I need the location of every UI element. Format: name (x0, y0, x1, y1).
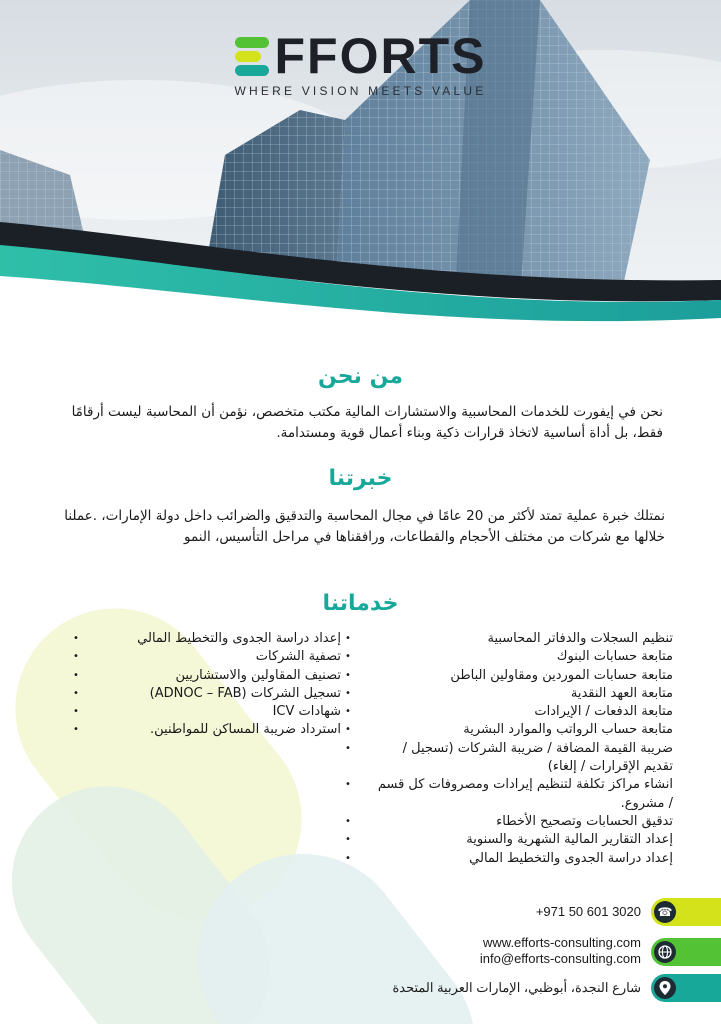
service-item (345, 850, 673, 868)
contact-website[interactable]: www.efforts-consulting.com (483, 935, 641, 950)
location-pin-icon (654, 977, 676, 999)
service-item (345, 776, 673, 813)
logo-name: FFORTS (274, 28, 487, 84)
logo-tagline: WHERE VISION MEETS VALUE (234, 84, 487, 98)
contact-address: شارع النجدة، أبوظبي، الإمارات العربية المتحدة (392, 980, 641, 995)
services-list-right (345, 630, 673, 868)
bullet-icon: • (345, 815, 351, 827)
service-text: متابعة حسابات الموردين ومقاولين الباطن (450, 667, 673, 683)
service-text: إعداد دراسة الجدوى والتخطيط المالي (469, 850, 673, 866)
contact-web-row (0, 935, 721, 969)
service-item (73, 685, 341, 703)
contact-pill (651, 938, 721, 966)
service-text: تصنيف المقاولين والاستشاريين (175, 667, 341, 683)
service-text: تصفية الشركات (255, 649, 341, 665)
logo-wordmark (0, 28, 721, 84)
service-item (345, 648, 673, 666)
bullet-icon: • (345, 779, 351, 791)
bullet-icon: • (345, 669, 351, 681)
contact-pill (651, 974, 721, 1002)
service-text: متابعة العهد النقدية (570, 685, 673, 701)
service-item (345, 831, 673, 849)
service-item (345, 740, 673, 777)
service-item (345, 667, 673, 685)
contact-phone[interactable]: +971 50 601 3020 (535, 904, 641, 919)
services-title: خدماتنا (322, 591, 399, 616)
phone-icon: ☎ (654, 901, 676, 923)
bullet-icon: • (73, 706, 79, 718)
bullet-icon: • (345, 633, 351, 644)
service-text: انشاء مراكز تكلفة لتنظيم إيرادات ومصروفات كل قسم / مشروع. (377, 777, 673, 811)
contact-email[interactable]: info@efforts-consulting.com (479, 951, 641, 966)
service-text: إعداد دراسة الجدوى والتخطيط المالي (137, 631, 341, 646)
contact-address-row (0, 974, 721, 1002)
bullet-icon: • (345, 687, 351, 699)
service-item (345, 813, 673, 831)
bullet-icon: • (345, 706, 351, 718)
service-item (73, 667, 341, 685)
service-item (73, 648, 341, 666)
service-text: استرداد ضريبة المساكن للمواطنين. (150, 722, 341, 738)
service-text: متابعة حساب الرواتب والموارد البشرية (463, 722, 673, 738)
service-text: شهادات ICV (272, 704, 341, 720)
bullet-icon: • (345, 852, 351, 864)
service-text: ضريبة القيمة المضافة / ضريبة الشركات (تسجيل / تقديم الإقرارات / إلغاء) (402, 740, 673, 775)
bullet-icon: • (73, 633, 79, 644)
service-item (345, 685, 673, 703)
bullet-icon: • (73, 687, 79, 699)
bullet-icon: • (73, 669, 79, 681)
bullet-icon: • (345, 651, 351, 663)
service-text: متابعة حسابات البنوك (556, 649, 673, 665)
service-item (345, 630, 673, 648)
service-text: متابعة الدفعات / الإيرادات (534, 704, 673, 720)
contact-phone-row (0, 898, 721, 926)
service-item (345, 721, 673, 739)
service-item (73, 703, 341, 721)
service-item (345, 703, 673, 721)
about-text: نحن في إيفورت للخدمات المحاسبية والاستشارات المالية مكتب متخصص، نؤمن أن المحاسبة ليست أرقامًا فقط، بل أداة أساسية لاتخاذ قرارات ذكية وبناء أعمال قوية ومستدامة. (71, 404, 663, 441)
service-text: تسجيل الشركات (ADNOC – FAB) (149, 685, 341, 701)
service-text: إعداد التقارير المالية الشهرية والسنوية (466, 832, 673, 848)
bullet-icon: • (73, 651, 79, 663)
about-title: من نحن (318, 364, 403, 389)
bullet-icon: • (345, 834, 351, 846)
logo (0, 28, 721, 98)
service-item (73, 721, 341, 739)
contact-pill (651, 898, 721, 926)
services-list-left (73, 630, 341, 740)
bullet-icon: • (73, 724, 79, 736)
experience-title: خبرتنا (328, 466, 393, 491)
service-text: تدقيق الحسابات وتصحيح الأخطاء (496, 813, 673, 829)
globe-icon (654, 941, 676, 963)
logo-e-icon (235, 35, 271, 77)
service-text: تنظيم السجلات والدفاتر المحاسبية (487, 631, 673, 646)
service-item (73, 630, 341, 648)
bullet-icon: • (345, 724, 351, 736)
experience-text: نمتلك خبرة عملية تمتد لأكثر من 20 عامًا في مجال المحاسبة والتدقيق والضرائب داخل دولة الإمارات، .عملنا خلالها مع شركات من مختلف الأحجام والقطاعات، ورافقناها في مراحل التأسيس، النمو (64, 508, 665, 545)
bullet-icon: • (345, 742, 351, 754)
